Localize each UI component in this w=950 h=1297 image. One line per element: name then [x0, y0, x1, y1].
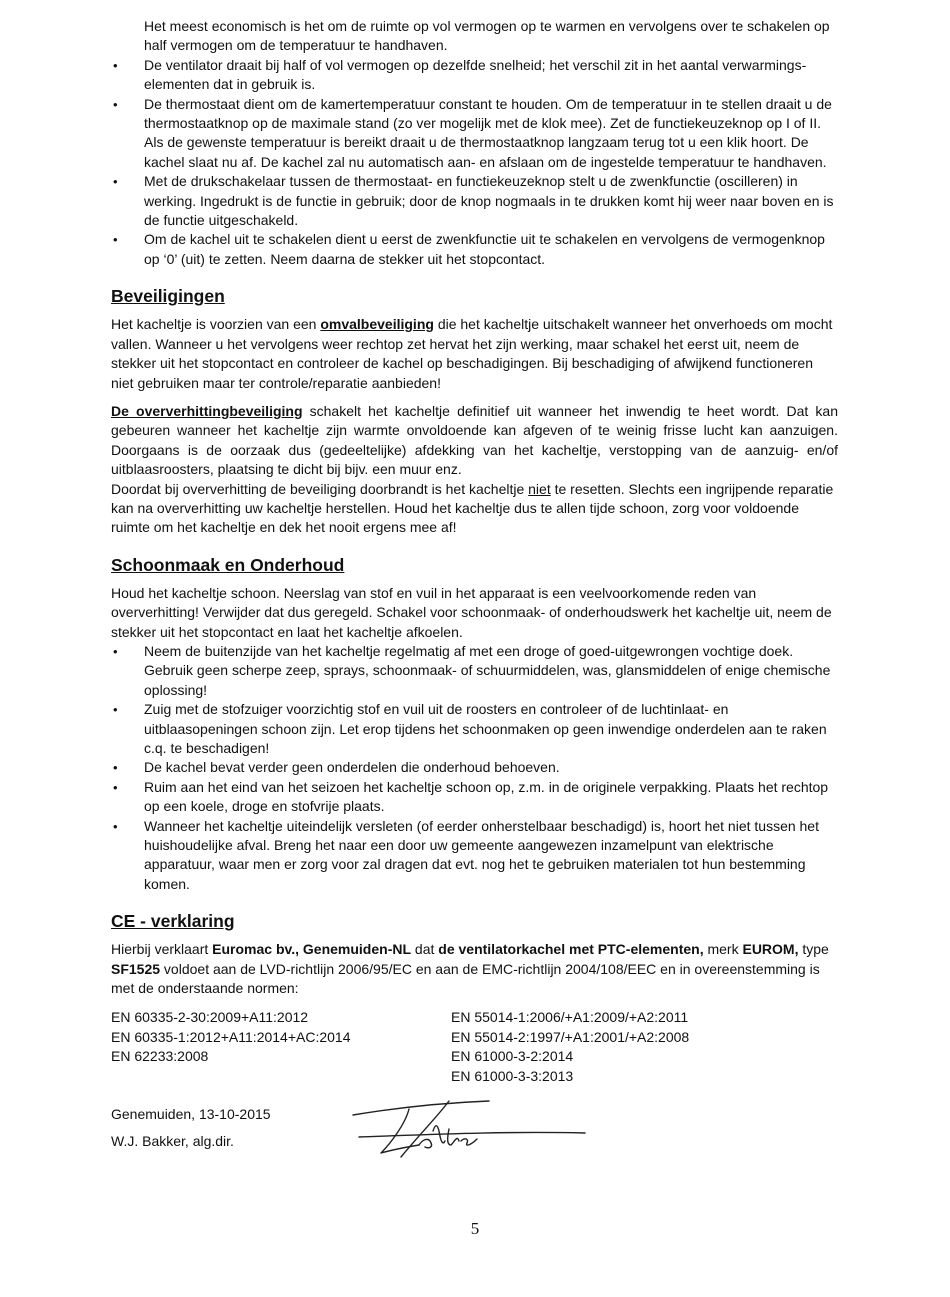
- text-run: type: [798, 941, 829, 958]
- text-run: voldoet aan de LVD-richtlijn 2006/95/EC en aan de EMC-richtlijn 2004/108/EEC en in overeenstemming is met de onderstaande normen:: [111, 960, 820, 997]
- list-item: • Ruim aan het eind van het seizoen het kacheltje schoon op, z.m. in de originele verpakking. Plaats het rechtop op een koele, droge en stofvrije plaats.: [111, 778, 838, 817]
- norm-item: EN 55014-1:2006/+A1:2009/+A2:2011: [451, 1009, 689, 1026]
- intro-continuation: Het meest economisch is het om de ruimte op vol vermogen op te warmen en vervolgens over te schakelen op half vermogen om de temperatuur te handhaven.: [144, 18, 830, 54]
- list-item: • De kachel bevat verder geen onderdelen die onderhoud behoeven.: [111, 758, 838, 777]
- ce-declaration: [111, 940, 838, 998]
- safety-paragraph-1: [111, 315, 838, 393]
- place-date: Genemuiden, 13-10-2015: [111, 1106, 271, 1123]
- list-item: • Zuig met de stofzuiger voorzichtig stof en vuil uit de roosters en controleer of de luchtinlaat- en uitblaasopeningen schoon zijn. Let erop tijdens het schoonmaken op geen inwendige onderdelen aan te raken c.q. te beschadigen!: [111, 700, 838, 758]
- norms-list: [111, 1008, 838, 1086]
- safety-paragraph-2: [111, 402, 838, 480]
- term-oververhittingbeveiliging: De oververhittingbeveiliging: [111, 402, 303, 419]
- text-run: merk: [703, 941, 743, 958]
- text-run: dat: [411, 941, 439, 958]
- list-item: • Wanneer het kacheltje uiteindelijk versleten (of eerder onherstelbaar beschadigd) is, hoort het niet tussen het huishoudelijke afval. Breng het naar een door uw gemeente aangewezen inzamelpunt van elektrische apparatuur, waar men er zorg voor zal dragen dat evt. nog het te gebruiken materialen tot hun bestemming komen.: [111, 817, 838, 895]
- norm-item: EN 60335-2-30:2009+A11:2012: [111, 1009, 309, 1026]
- product-type: SF1525: [111, 960, 161, 977]
- text-run: Het kacheltje is voorzien van een: [111, 316, 321, 333]
- norms-column-right: [451, 1008, 791, 1086]
- product-name: de ventilatorkachel met PTC-elementen,: [438, 941, 704, 958]
- signature-block: [111, 1105, 838, 1165]
- document-page: [111, 17, 838, 1165]
- list-item: • Om de kachel uit te schakelen dient u eerst de zwenkfunctie uit te schakelen en vervolgens de vermogenknop op ‘0’ (uit) te zetten. Neem daarna de stekker uit het stopcontact.: [111, 230, 838, 269]
- company-name: Euromac bv., Genemuiden-NL: [212, 941, 412, 958]
- cleaning-bullet-list: [111, 642, 838, 894]
- emphasis-niet: niet: [528, 480, 551, 497]
- safety-paragraph-3: [111, 480, 838, 538]
- text-run: Doordat bij oververhitting de beveiliging doorbrandt is het kacheltje: [111, 480, 529, 497]
- section-heading-beveiligingen: Beveiligingen: [111, 286, 225, 307]
- text-run: Hierbij verklaart: [111, 941, 213, 958]
- list-item: • Neem de buitenzijde van het kacheltje regelmatig af met een droge of goed-uitgewrongen vochtige doek. Gebruik geen scherpe zeep, sprays, schoonmaak- of schuurmiddelen, was, glansmiddelen of enige chemische oplossing!: [111, 642, 838, 700]
- section-heading-ce: CE - verklaring: [111, 911, 235, 932]
- norm-item: EN 55014-2:1997/+A1:2001/+A2:2008: [451, 1028, 690, 1045]
- text-run: die het kacheltje uitschakelt wanneer het onverhoeds om mocht vallen. Wanneer u het vervolgens weer rechtop zet hervat het zijn werking, maar schakel het eerst uit, neem de stekker uit het stopcontact en controleer de kachel op beschadigingen. Bij beschadiging of afwijkend functioneren niet gebruiken maar ter controle/reparatie aanbieden!: [111, 316, 833, 391]
- norm-item: EN 61000-3-2:2014: [451, 1048, 574, 1065]
- norm-item: EN 62233:2008: [111, 1048, 209, 1065]
- page-number: 5: [470, 1219, 480, 1238]
- signature-image: [349, 1095, 589, 1165]
- text-run: te resetten. Slechts een ingrijpende reparatie kan na oververhitting uw kacheltje herstellen. Houd het kacheltje dus te allen tijde schoon, zorg voor voldoende ruimte om het kacheltje en dek het nooit ergens mee af!: [111, 480, 834, 536]
- signatory: W.J. Bakker, alg.dir.: [111, 1132, 234, 1149]
- list-item: • Met de drukschakelaar tussen de thermostaat- en functiekeuzeknop stelt u de zwenkfunctie (oscilleren) in werking. Ingedrukt is de functie in gebruik; door de knop nogmaals in te drukken komt hij weer naar boven en is de functie uitgeschakeld.: [111, 172, 838, 230]
- intro-bullet-list: [111, 56, 838, 269]
- cleaning-intro: Houd het kacheltje schoon. Neerslag van stof en vuil in het apparaat is een veelvoorkomende reden van oververhitting! Verwijder dat dus geregeld. Schakel voor schoonmaak- of onderhoudswerk het kacheltje uit, neem de stekker uit het stopcontact en laat het kacheltje afkoelen.: [111, 584, 832, 640]
- section-heading-schoonmaak: Schoonmaak en Onderhoud: [111, 554, 345, 575]
- term-omvalbeveiliging: omvalbeveiliging: [320, 316, 434, 333]
- norms-column-left: [111, 1008, 451, 1086]
- list-item: • De thermostaat dient om de kamertemperatuur constant te houden. Om de temperatuur in te stellen draait u de thermostaatknop op de maximale stand (zo ver mogelijk met de klok mee). Zet de functiekeuzeknop op I of II. Als de gewenste temperatuur is bereikt draait u de thermostaatknop langzaam terug tot u een klik hoort. De kachel slaat nu af. De kachel zal nu automatisch aan- en afslaan om de ingestelde temperatuur te handhaven.: [111, 95, 838, 173]
- brand-name: EUROM,: [742, 941, 799, 958]
- norm-item: EN 61000-3-3:2013: [451, 1067, 574, 1084]
- text-run: schakelt het kacheltje definitief uit wanneer het inwendig te heet wordt. Dat kan gebeuren wanneer het kacheltje zijn warmte onvoldoende kan afgeven of te weinig frisse lucht kan aanzuigen. Doorgaans is de oorzaak dus (gedeeltelijke) afdekking van het kacheltje, verstopping van de aanzuig- en/of uitblaasroosters, plaatsing te dicht bij bijv. een muur enz.: [111, 402, 838, 478]
- norm-item: EN 60335-1:2012+A11:2014+AC:2014: [111, 1028, 351, 1045]
- list-item: • De ventilator draait bij half of vol vermogen op dezelfde snelheid; het verschil zit in het aantal verwarmings-elementen dat in gebruik is.: [111, 56, 838, 95]
